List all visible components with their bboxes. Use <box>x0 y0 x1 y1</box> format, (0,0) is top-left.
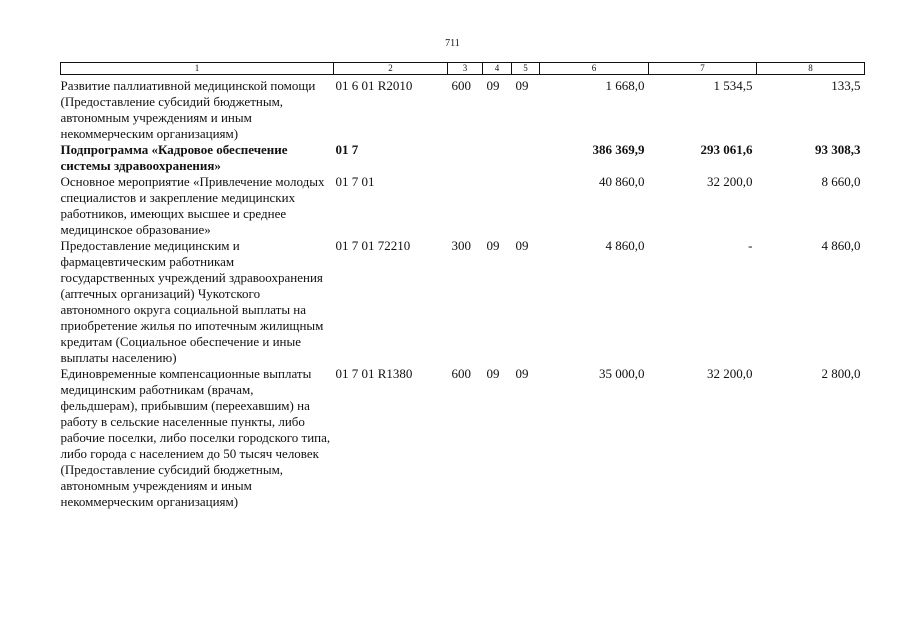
table-row <box>61 75 865 143</box>
row-total-amount: 386 369,9 <box>592 142 645 157</box>
row-amount-7: - <box>748 238 753 253</box>
row-code: 01 7 01 <box>335 174 375 189</box>
budget-table <box>60 62 865 510</box>
row-total-amount: 1 668,0 <box>605 78 645 93</box>
row-code: 01 6 01 R2010 <box>335 78 413 93</box>
row-amount-7: 293 061,6 <box>700 142 753 157</box>
row-amount-8: 133,5 <box>831 78 861 93</box>
row-amount-7: 1 534,5 <box>713 78 753 93</box>
row-subsection: 09 <box>515 78 529 93</box>
row-expense-type: 300 <box>451 238 471 253</box>
row-section <box>483 142 512 174</box>
row-expense-type <box>448 142 483 174</box>
row-amount-8: 2 800,0 <box>821 366 861 381</box>
row-amount-8: 8 660,0 <box>821 174 861 189</box>
row-section <box>483 174 512 238</box>
row-section: 09 <box>486 78 500 93</box>
row-code: 01 7 01 R1380 <box>335 366 413 381</box>
column-header: 8 <box>757 63 865 75</box>
table-row <box>61 238 865 366</box>
row-expense-type: 600 <box>451 366 471 381</box>
row-name: Развитие паллиативной медицинской помощи (Предоставление субсидий бюджетным, автономным учреждениям и иным некоммерческим организациям) <box>60 78 316 141</box>
column-header: 2 <box>334 63 448 75</box>
row-code: 01 7 <box>335 142 359 157</box>
column-header: 1 <box>61 63 334 75</box>
table-row <box>61 366 865 510</box>
row-expense-type: 600 <box>451 78 471 93</box>
column-header: 3 <box>448 63 483 75</box>
row-amount-8: 93 308,3 <box>815 142 861 157</box>
row-code: 01 7 01 72210 <box>335 238 411 253</box>
column-header: 4 <box>483 63 512 75</box>
row-amount-7: 32 200,0 <box>707 366 753 381</box>
row-name: Подпрограмма «Кадровое обеспечение системы здравоохранения» <box>60 142 288 173</box>
row-name: Единовременные компенсационные выплаты медицинским работникам (врачам, фельдшерам), прибывшим (переехавшим) на работу в сельские населенные пункты, либо рабочие поселки, либо поселки городского типа, либо города с населением до 50 тысяч человек (Предоставление субсидий бюджетным, автономным учреждениям и иным некоммерческим организациям) <box>60 366 331 509</box>
page-number: 711 <box>445 38 460 49</box>
row-name: Предоставление медицинским и фармацевтическим работникам государственных учреждений здравоохранения (аптечных организаций) Чукотского автономного округа социальной выплаты на приобретение жилья по ипотечным жилищным кредитам (Социальное обеспечение и иные выплаты населению) <box>60 238 324 365</box>
row-amount-7: 32 200,0 <box>707 174 753 189</box>
column-header: 7 <box>649 63 757 75</box>
row-subsection <box>512 142 540 174</box>
column-header: 5 <box>512 63 540 75</box>
row-amount-8: 4 860,0 <box>821 238 861 253</box>
row-section: 09 <box>486 366 500 381</box>
row-total-amount: 35 000,0 <box>599 366 645 381</box>
row-subsection: 09 <box>515 366 529 381</box>
table-row <box>61 142 865 174</box>
row-expense-type <box>448 174 483 238</box>
column-header: 6 <box>540 63 649 75</box>
row-subsection: 09 <box>515 238 529 253</box>
row-section: 09 <box>486 238 500 253</box>
row-name: Основное мероприятие «Привлечение молодых специалистов и закрепление медицинских работников, имеющих высшее и среднее медицинское образование» <box>60 174 325 237</box>
table-row <box>61 174 865 238</box>
row-total-amount: 4 860,0 <box>605 238 645 253</box>
row-total-amount: 40 860,0 <box>599 174 645 189</box>
column-number-header <box>61 63 865 75</box>
row-subsection <box>512 174 540 238</box>
